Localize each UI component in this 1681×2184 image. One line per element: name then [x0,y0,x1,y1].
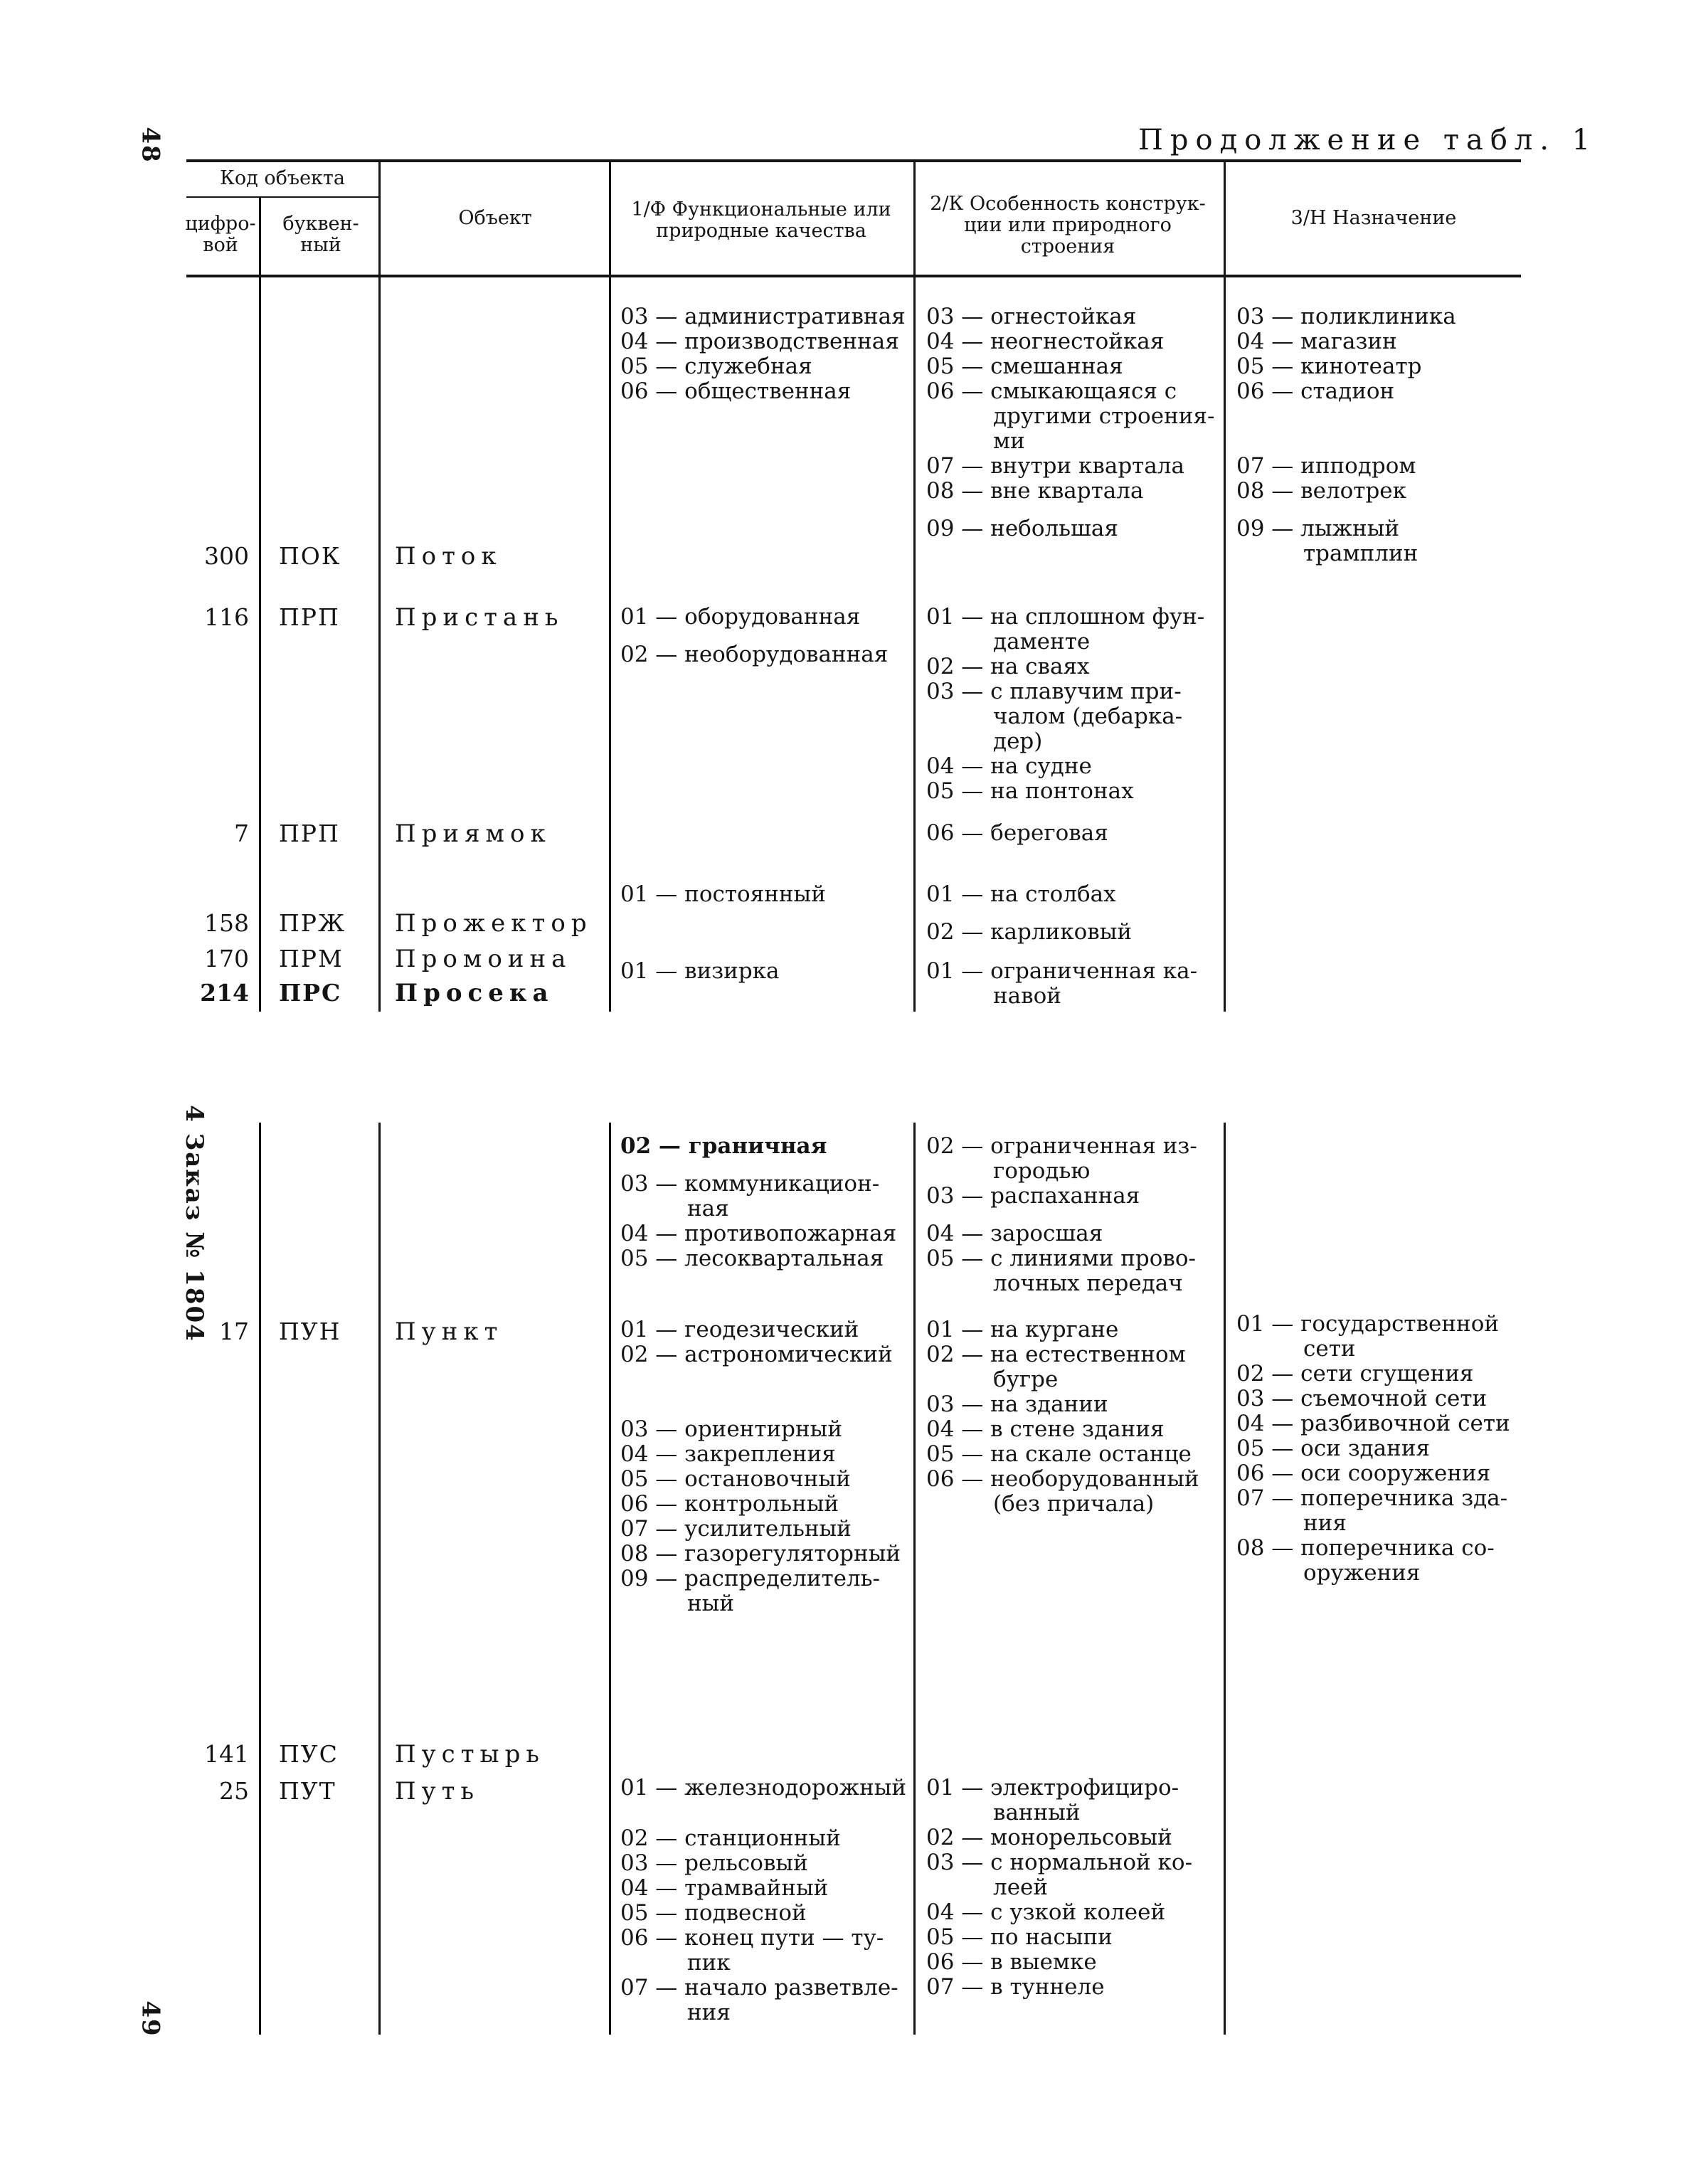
list-item: 02 — станционный [620,1825,841,1851]
abbr-pristan: ПРП [279,603,340,631]
list-item: 05 — кинотеатр [1236,354,1422,379]
lower-constr-list [926,1134,1218,1296]
list-item: 02 — монорельсовый [926,1825,1172,1850]
col-rule-abbr [378,159,381,1012]
upper-purpose-list [1236,304,1521,566]
put-func-list [620,1776,912,2025]
list-item: 01 — электрофициро-ванный [926,1775,1179,1825]
list-item: 01 — железнодорожный [620,1775,907,1801]
punkt-constr-list [926,1318,1218,1517]
code-group-header: Код объекта [220,167,345,189]
list-item: 03 — огнестойкая [926,304,1137,329]
upper-func-list [620,304,912,404]
abbr-potok: ПОК [279,542,341,570]
object-header: Объект [458,207,532,229]
list-item: 06 — конец пути — ту-пик [620,1925,884,1976]
list-item: 06 — в выемке [926,1949,1097,1975]
list-item: 02 — необорудованная [620,642,889,667]
list-item: 01 — геодезический [620,1317,859,1342]
lower-func-list [620,1134,912,1271]
pristan-func-list [620,605,912,667]
priyamok-constr-list [926,821,1218,846]
list-item: 06 — стадион [1236,378,1395,404]
list-item: 01 — на сплошном фун-даменте [926,604,1205,654]
list-item: 08 — велотрек [1236,478,1407,504]
abbr-put: ПУТ [279,1777,336,1805]
list-item: 06 — смыкающаяся с другими строения-ми [926,378,1215,454]
digital-code-header: цифро- вой [185,213,256,256]
list-item: 04 — закрепления [620,1441,836,1467]
list-item: 02 — на сваях [926,654,1090,679]
code-promoina: 170 [204,945,249,972]
col-rule-constr-lower [1224,1123,1226,2035]
list-item: 07 — начало разветвле-ния [620,1975,898,2025]
list-item: 03 — поликлиника [1236,304,1456,329]
promoina-constr-list [926,959,1218,1009]
col-rule-abbr-lower [378,1123,381,2035]
abbr-prozhektor: ПРЖ [279,909,346,937]
list-item: 01 — оборудованная [620,604,861,630]
code-pustyr: 141 [204,1740,249,1768]
list-item: 05 — оси здания [1236,1436,1431,1461]
code-subheader-rule [186,196,378,198]
list-item: 06 — общественная [620,378,852,404]
list-item: 02 — астрономический [620,1342,893,1367]
object-pustyr: Пустырь [395,1740,545,1769]
list-item: 04 — производственная [620,329,899,354]
list-item: 04 — с узкой колеей [926,1899,1166,1925]
list-item: 07 — в туннеле [926,1974,1105,2000]
list-item: 01 — на столбах [926,881,1116,907]
prozhektor-func-list [620,882,912,907]
list-item: 07 — ипподром [1236,453,1416,479]
abbr-promoina: ПРМ [279,945,344,972]
object-proseka: Просека [395,979,554,1007]
list-item: 05 — по насыпи [926,1924,1113,1950]
code-pristan: 116 [204,603,249,631]
col-rule-constr [1224,159,1226,1012]
list-item: 05 — лесоквартальная [620,1246,884,1271]
list-item: 09 — распределитель-ный [620,1566,881,1616]
page-number-right: 49 [136,2000,165,2037]
prozhektor-constr-list [926,882,1218,945]
list-item: 05 — на скале останце [926,1441,1192,1467]
list-item: 06 — контрольный [620,1491,839,1517]
list-item: 02 — граничная [620,1133,827,1159]
list-item: 04 — трамвайный [620,1875,829,1901]
list-item: 02 — ограниченная из-городью [926,1133,1197,1184]
functional-header: 1/Ф Функциональные или природные качества [631,198,891,242]
promoina-func-list [620,959,912,984]
list-item: 06 — береговая [926,820,1108,846]
purpose-header: 3/Н Назначение [1290,207,1457,229]
code-proseka: 214 [200,979,249,1007]
list-item: 04 — в стене здания [926,1416,1165,1442]
list-item: 01 — постоянный [620,881,826,907]
col-rule-code-lower [259,1123,261,2035]
list-item: 06 — необорудованный (без причала) [926,1466,1207,1517]
col-rule-func-lower [913,1123,916,2035]
top-rule [186,159,1521,162]
list-item: 08 — поперечника со-оружения [1236,1535,1495,1586]
list-item: 05 — подвесной [620,1900,807,1926]
col-rule-object-lower [609,1123,611,2035]
abbr-proseka: ПРС [279,979,342,1007]
object-prozhektor: Прожектор [395,909,593,938]
list-item: 02 — на естественном бугре [926,1342,1193,1392]
object-pristan: Пристань [395,603,564,632]
code-punkt: 17 [219,1318,249,1345]
upper-constr-list [926,304,1218,541]
list-item: 02 — сети сгущения [1236,1361,1474,1387]
list-item: 03 — коммуникацион-ная [620,1171,880,1221]
object-punkt: Пункт [395,1318,504,1346]
list-item: 07 — внутри квартала [926,453,1184,479]
list-item: 03 — административная [620,304,906,329]
list-item: 02 — карликовый [926,919,1133,945]
abbr-pustyr: ПУС [279,1740,339,1768]
page-number-left: 48 [136,127,165,164]
header-bottom-rule [186,275,1521,277]
list-item: 03 — с нормальной ко-леей [926,1850,1193,1900]
abbr-punkt: ПУН [279,1318,341,1345]
col-rule-func [913,159,916,1012]
code-potok: 300 [204,542,249,570]
list-item: 04 — разбивочной сети [1236,1411,1510,1436]
list-item: 05 — остановочный [620,1466,851,1492]
list-item: 04 — заросшая [926,1221,1103,1246]
list-item: 07 — поперечника зда-ния [1236,1485,1508,1536]
list-item: 09 — лыжный трамплин [1236,516,1418,566]
list-item: 04 — неогнестойкая [926,329,1165,354]
list-item: 01 — ограниченная ка-навой [926,958,1198,1009]
list-item: 01 — визирка [620,958,780,984]
list-item: 05 — на понтонах [926,778,1134,804]
list-item: 05 — служебная [620,354,812,379]
list-item: 05 — смешанная [926,354,1123,379]
put-constr-list [926,1776,1218,2000]
list-item: 06 — оси сооружения [1236,1461,1491,1486]
list-item: 03 — распаханная [926,1183,1140,1209]
col-rule-object [609,159,611,1012]
list-item: 08 — вне квартала [926,478,1144,504]
list-item: 03 — съемочной сети [1236,1386,1488,1411]
list-item: 09 — небольшая [926,516,1118,541]
punkt-func-list [620,1318,912,1616]
code-prozhektor: 158 [204,909,249,937]
code-put: 25 [219,1777,249,1805]
object-priyamok: Приямок [395,820,551,848]
list-item: 07 — усилительный [620,1516,852,1542]
object-promoina: Промоина [395,945,572,973]
list-item: 04 — магазин [1236,329,1397,354]
continuation-title: Продолжение табл. 1 [1138,124,1598,157]
list-item: 04 — противопожарная [620,1221,897,1246]
punkt-purpose-list [1236,1312,1528,1586]
list-item: 01 — государственной сети [1236,1311,1506,1362]
abbr-priyamok: ПРП [279,820,340,847]
pristan-constr-list [926,605,1218,804]
object-put: Путь [395,1777,479,1806]
list-item: 04 — на судне [926,753,1092,779]
construction-header: 2/К Особенность конструк- ции или природного строения [930,193,1206,258]
order-stamp: 4 Заказ № 1804 [179,1105,208,1342]
letter-code-header: буквен- ный [282,213,359,256]
object-potok: Поток [395,542,502,571]
col-rule-code [259,196,261,1012]
list-item: 05 — с линиями прово-лочных передач [926,1246,1196,1296]
list-item: 03 — рельсовый [620,1850,808,1876]
list-item: 03 — с плавучим при-чалом (дебарка-дер) [926,679,1183,754]
list-item: 08 — газорегуляторный [620,1541,901,1567]
code-priyamok: 7 [234,820,249,847]
list-item: 03 — на здании [926,1391,1108,1417]
list-item: 03 — ориентирный [620,1416,842,1442]
list-item: 01 — на кургане [926,1317,1119,1342]
